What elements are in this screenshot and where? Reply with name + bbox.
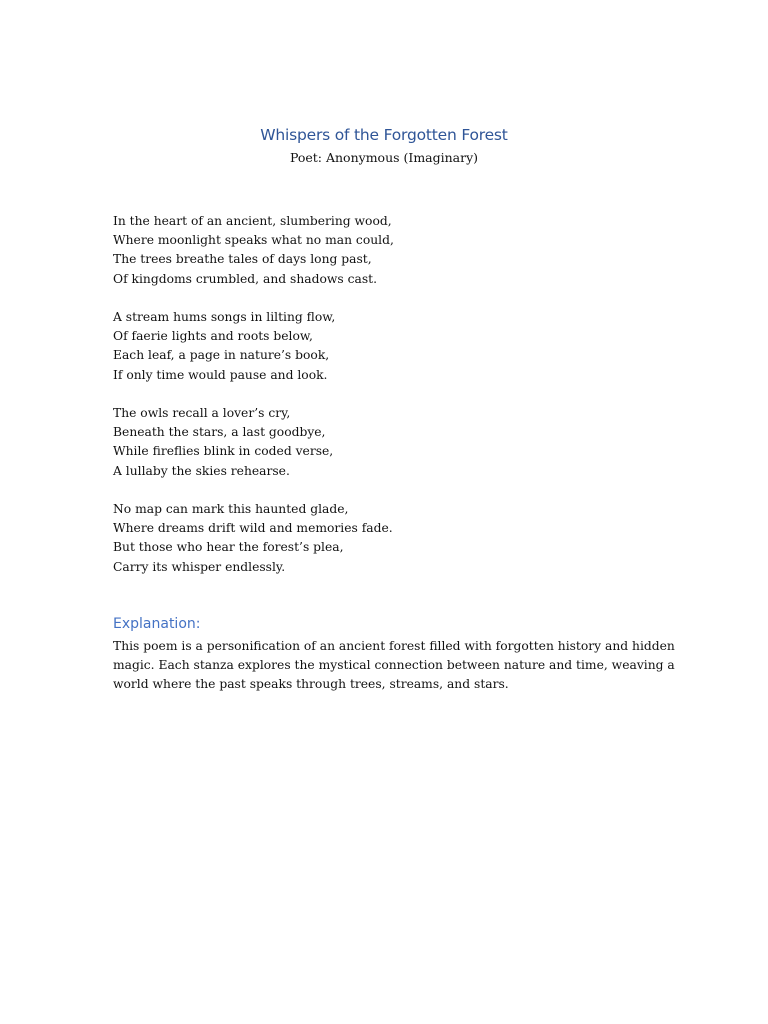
poem-body bbox=[113, 212, 673, 596]
poem-line: Of faerie lights and roots below, bbox=[113, 329, 313, 344]
poem-line: Each leaf, a page in nature’s book, bbox=[113, 348, 330, 363]
explanation-line: magic. Each stanza explores the mystical connection between nature and time, weaving a bbox=[113, 658, 675, 673]
poem-line: But those who hear the forest’s plea, bbox=[113, 540, 344, 555]
poem-line: Where dreams drift wild and memories fade. bbox=[113, 521, 393, 536]
stanza-3 bbox=[113, 404, 673, 481]
poem-line: A stream hums songs in lilting flow, bbox=[113, 310, 336, 324]
poem-line: Beneath the stars, a last goodbye, bbox=[113, 425, 326, 440]
explanation-line: world where the past speaks through trees, streams, and stars. bbox=[113, 677, 509, 692]
poem-line: Of kingdoms crumbled, and shadows cast. bbox=[113, 271, 377, 286]
poem-line: No map can mark this haunted glade, bbox=[113, 502, 349, 516]
explanation-paragraph bbox=[113, 637, 675, 695]
poem-line: A lullaby the skies rehearse. bbox=[113, 463, 290, 478]
poem-line: The trees breathe tales of days long past, bbox=[113, 252, 372, 267]
poem-line: If only time would pause and look. bbox=[113, 367, 328, 382]
stanza-4 bbox=[113, 500, 673, 577]
poem-line: While fireflies blink in coded verse, bbox=[113, 444, 334, 459]
poem-line: The owls recall a lover’s cry, bbox=[113, 406, 291, 420]
explanation-line: This poem is a personification of an ancient forest filled with forgotten history and hidden bbox=[113, 639, 675, 653]
explanation-heading: Explanation: bbox=[113, 616, 201, 632]
poem-line: In the heart of an ancient, slumbering wood, bbox=[113, 214, 392, 228]
stanza-2 bbox=[113, 308, 673, 385]
poem-line: Where moonlight speaks what no man could, bbox=[113, 233, 394, 248]
poet-credit: Poet: Anonymous (Imaginary) bbox=[289, 150, 479, 165]
poem-title: Whispers of the Forgotten Forest bbox=[260, 126, 508, 144]
stanza-1 bbox=[113, 212, 673, 289]
poem-line: Carry its whisper endlessly. bbox=[113, 559, 286, 574]
